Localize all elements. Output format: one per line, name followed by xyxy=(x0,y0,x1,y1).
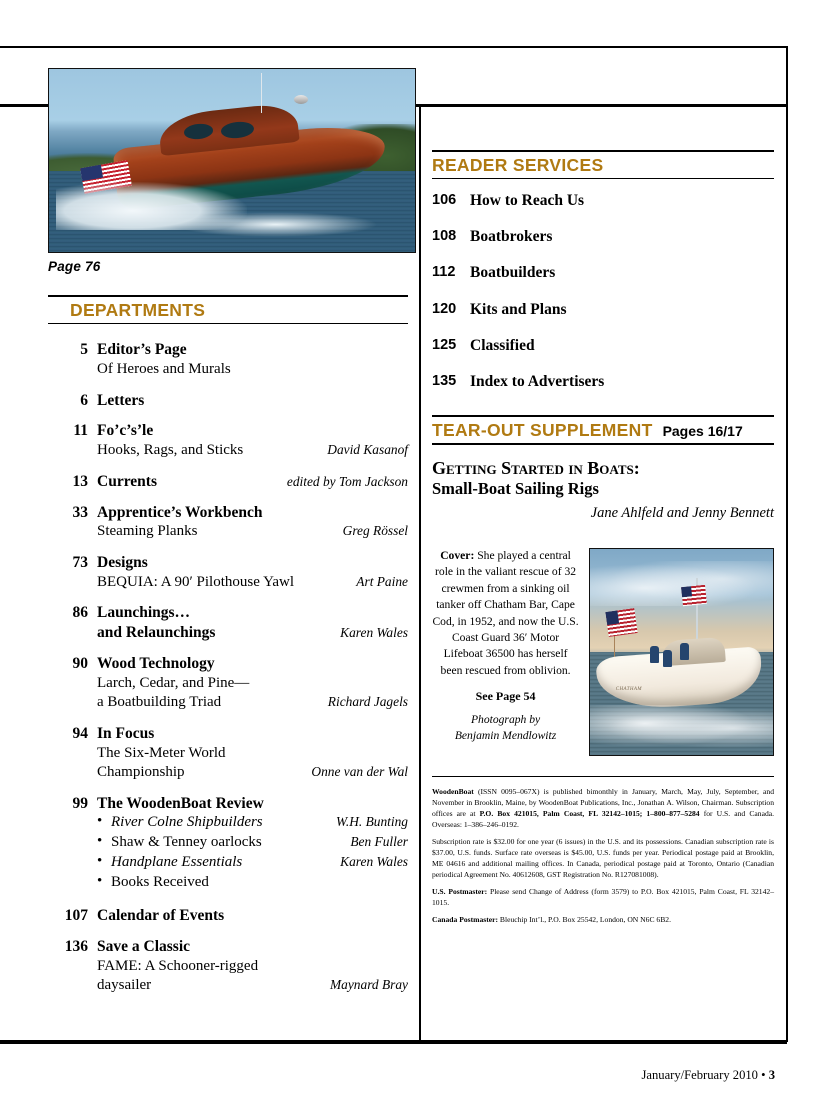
toc-subtitle-line2: a Boatbuilding Triad xyxy=(97,694,222,711)
tear-out-heading: TEAR-OUT SUPPLEMENT xyxy=(432,419,653,440)
us-postmaster-label: U.S. Postmaster: xyxy=(432,886,488,896)
toc-entry[interactable] xyxy=(48,391,408,411)
reader-service-item[interactable] xyxy=(432,192,774,211)
departments-section-header xyxy=(48,295,408,324)
reader-service-page: 108 xyxy=(432,228,457,245)
toc-title: Letters xyxy=(97,391,145,409)
reader-services-list xyxy=(432,192,774,391)
reader-service-page: 125 xyxy=(432,336,457,353)
toc-entry[interactable] xyxy=(48,937,408,996)
toc-page-number: 90 xyxy=(72,654,88,672)
crew-figure-decoration xyxy=(650,646,659,663)
column-divider-line xyxy=(419,107,421,1041)
review-author: Karen Wales xyxy=(340,854,408,870)
toc-entry[interactable] xyxy=(48,654,408,713)
toc-author: edited by Tom Jackson xyxy=(286,473,408,489)
publication-name: WoodenBoat xyxy=(432,786,474,796)
cover-caption xyxy=(432,548,579,756)
reader-services-rule-below xyxy=(432,178,774,180)
reader-service-item[interactable] xyxy=(432,373,774,392)
toc-subtitle-line2: Championship xyxy=(97,764,185,781)
toc-subtitle: Larch, Cedar, and Pine— xyxy=(97,674,250,691)
toc-author: Onne van der Wal xyxy=(311,764,408,780)
review-bullet-item[interactable] xyxy=(97,853,408,873)
toc-title: Apprentice’s Workbench xyxy=(97,503,263,521)
review-title: • River Colne Shipbuilders xyxy=(111,814,263,831)
reader-service-label: Kits and Plans xyxy=(470,300,567,318)
toc-page-number: 6 xyxy=(80,391,88,409)
toc-page-number: 73 xyxy=(72,553,88,571)
review-title: • Shaw & Tenney oarlocks xyxy=(111,834,262,851)
runabout-photo xyxy=(48,68,416,253)
crew-figure-decoration xyxy=(680,643,689,660)
tear-out-pages: Pages 16/17 xyxy=(662,422,743,439)
toc-title: Fo’c’s’le xyxy=(97,422,154,440)
toc-page-number: 5 xyxy=(80,341,88,359)
cover-credit-line1: Photograph by xyxy=(470,713,541,727)
top-horizontal-rule xyxy=(0,46,787,48)
fine-print-block xyxy=(432,786,774,925)
photo-page-reference: Page 76 xyxy=(48,259,101,274)
toc-entry[interactable] xyxy=(48,794,408,894)
review-title: • Books Received xyxy=(111,874,209,891)
fine-print-paragraph-2: Subscription rate is $32.00 for one year (6 issues) in the U.S. and its possessions. Canadian subscription rate is $37.00, U.S. funds. Surface rate overseas is $45.00, U.S. funds per year. Periodical postage paid at Brooklin, ME 04616 and additional mailing offices. In Canada, periodical postage paid at Toronto, Ontario (Canadian periodical Agreement No. 40612608, GST Registration No. R127081008). xyxy=(432,836,774,879)
reader-service-label: How to Reach Us xyxy=(470,192,585,210)
toc-title: Wood Technology xyxy=(97,654,215,672)
toc-page-number: 86 xyxy=(72,604,88,622)
review-bullet-item[interactable] xyxy=(97,833,408,853)
toc-page-number: 13 xyxy=(72,472,88,490)
toc-subtitle-line2: daysailer xyxy=(97,977,152,994)
reader-service-item[interactable] xyxy=(432,337,774,356)
issue-date: January/February 2010 xyxy=(641,1068,758,1082)
supplement-title-block[interactable] xyxy=(432,457,774,500)
toc-subtitle: Of Heroes and Murals xyxy=(97,361,231,378)
toc-page-number: 33 xyxy=(72,503,88,521)
departments-heading: DEPARTMENTS xyxy=(70,299,206,320)
boat-mast-decoration xyxy=(261,73,262,113)
right-column-top-rule xyxy=(420,104,787,107)
toc-subtitle: The Six-Meter World xyxy=(97,744,226,761)
toc-author: Karen Wales xyxy=(340,625,408,641)
reader-service-label: Classified xyxy=(470,336,535,354)
reader-service-page: 135 xyxy=(432,372,457,389)
fine-print-paragraph-4 xyxy=(432,914,774,925)
left-column xyxy=(48,68,408,1007)
canada-postmaster-text: Bleuchip Int’l., P.O. Box 25542, London, ON N6C 6B2. xyxy=(498,914,671,924)
cover-block xyxy=(432,548,774,756)
review-bullet-list xyxy=(97,813,408,893)
boat-name-text: CHATHAM xyxy=(615,686,642,692)
departments-list xyxy=(48,340,408,996)
toc-author: Art Paine xyxy=(356,573,408,589)
fine-print-rule xyxy=(432,776,774,777)
toc-page-number: 99 xyxy=(72,794,88,812)
toc-author: Maynard Bray xyxy=(330,977,408,993)
toc-author: David Kasanof xyxy=(327,442,408,458)
lifeboat-shelter-decoration xyxy=(662,637,726,666)
supplement-title-line1: Getting Started in Boats: xyxy=(432,457,640,478)
toc-title: Currents xyxy=(97,472,157,490)
page-footer xyxy=(0,1068,787,1083)
cover-credit xyxy=(432,712,579,743)
review-author: W.H. Bunting xyxy=(335,814,408,830)
toc-author: Greg Rössel xyxy=(342,523,408,539)
toc-entry[interactable] xyxy=(48,553,408,592)
toc-page-number: 11 xyxy=(73,422,88,440)
toc-title: Launchings… xyxy=(97,604,191,622)
review-bullet-item[interactable] xyxy=(97,813,408,833)
supplement-authors: Jane Ahlfeld and Jenny Bennett xyxy=(590,504,774,521)
toc-page-number: 136 xyxy=(64,937,88,955)
reader-services-section-header xyxy=(432,150,774,179)
toc-title: In Focus xyxy=(97,724,155,742)
toc-entry[interactable] xyxy=(48,503,408,542)
reader-service-page: 106 xyxy=(432,192,457,209)
toc-subtitle: FAME: A Schooner-rigged xyxy=(97,957,259,974)
bottom-horizontal-rule xyxy=(0,1040,787,1044)
footer-separator: • xyxy=(761,1068,766,1082)
toc-page-number: 94 xyxy=(72,724,88,742)
fine-print-address-bold: P.O. Box 421015, Palm Coast, FL 32142–1015; 1–800–877–5284 xyxy=(479,808,700,818)
wake-spray-decoration xyxy=(590,705,773,750)
toc-page-number: 107 xyxy=(64,907,88,925)
toc-subtitle: Steaming Planks xyxy=(97,523,198,540)
toc-title-line2: and Relaunchings xyxy=(97,624,216,642)
reader-service-label: Index to Advertisers xyxy=(470,372,605,390)
toc-author: Richard Jagels xyxy=(327,694,408,710)
fine-print-paragraph-1 xyxy=(432,786,774,830)
toc-subtitle: Hooks, Rags, and Sticks xyxy=(97,442,244,459)
toc-title: Save a Classic xyxy=(97,937,190,955)
toc-entry[interactable] xyxy=(48,340,408,379)
wake-decoration xyxy=(173,212,378,238)
page-number: 3 xyxy=(768,1068,775,1082)
us-postmaster-text: Please send Change of Address (form 3579) to P.O. Box 421015, Palm Coast, FL 32142–1015. xyxy=(432,886,774,907)
toc-subtitle: BEQUIA: A 90′ Pilothouse Yawl xyxy=(97,573,295,590)
tear-out-section-header xyxy=(432,415,774,444)
toc-title: Designs xyxy=(97,553,148,571)
reader-service-label: Boatbrokers xyxy=(470,228,553,246)
reader-service-item[interactable] xyxy=(432,228,774,247)
toc-title: Calendar of Events xyxy=(97,907,225,925)
right-column xyxy=(432,150,774,931)
boat-spotlight-icon xyxy=(294,95,308,104)
canada-postmaster-label: Canada Postmaster: xyxy=(432,914,499,924)
toc-title: Editor’s Page xyxy=(97,341,187,359)
toc-entry[interactable] xyxy=(48,906,408,926)
reader-service-page: 120 xyxy=(432,300,457,317)
supplement-title-line2: Small-Boat Sailing Rigs xyxy=(432,479,599,499)
reader-services-heading: READER SERVICES xyxy=(432,154,604,175)
review-bullet-item[interactable] xyxy=(97,873,408,893)
departments-rule-below xyxy=(48,323,408,325)
fine-print-p1-text: (ISSN 0095–067X) is published bimonthly in January, March, May, July, September, and November in Brooklin, Maine, by WoodenBoat Publications, Inc., Jonathan A. Wilson, Chairman. Subscription offices are at xyxy=(432,786,774,818)
toc-entry[interactable] xyxy=(48,603,408,643)
us-flag-decoration xyxy=(605,609,637,638)
crew-figure-decoration xyxy=(663,650,672,667)
cover-see-page[interactable]: See Page 54 xyxy=(475,689,536,704)
us-flag-small-decoration xyxy=(681,585,707,606)
fine-print-paragraph-3 xyxy=(432,886,774,908)
right-page-border-line xyxy=(786,46,788,1042)
cover-label: Cover: xyxy=(440,548,475,562)
cover-photo xyxy=(589,548,774,756)
reader-service-item[interactable] xyxy=(432,301,774,320)
reader-service-page: 112 xyxy=(432,264,456,281)
toc-entry[interactable] xyxy=(48,472,408,492)
tear-out-rule-below xyxy=(432,443,774,445)
toc-entry[interactable] xyxy=(48,724,408,783)
toc-title: The WoodenBoat Review xyxy=(97,794,264,812)
cover-caption-text: She played a central role in the valiant rescue of 32 crewmen from a sinking oil tanker off Chatham Bar, Cape Cod, in 1952, and now the U.S. Coast Guard 36′ Motor Lifeboat 36500 has herself been rescued from oblivion. xyxy=(432,548,579,677)
toc-entry[interactable] xyxy=(48,421,408,460)
review-author: Ben Fuller xyxy=(350,834,408,850)
fine-print-p1-tail: for U.S. and Canada. Overseas: 1–386–246–0192. xyxy=(432,808,775,829)
review-title: • Handplane Essentials xyxy=(111,854,243,871)
reader-service-label: Boatbuilders xyxy=(470,264,556,282)
cover-credit-line2: Benjamin Mendlowitz xyxy=(454,728,557,742)
reader-service-item[interactable] xyxy=(432,264,774,283)
